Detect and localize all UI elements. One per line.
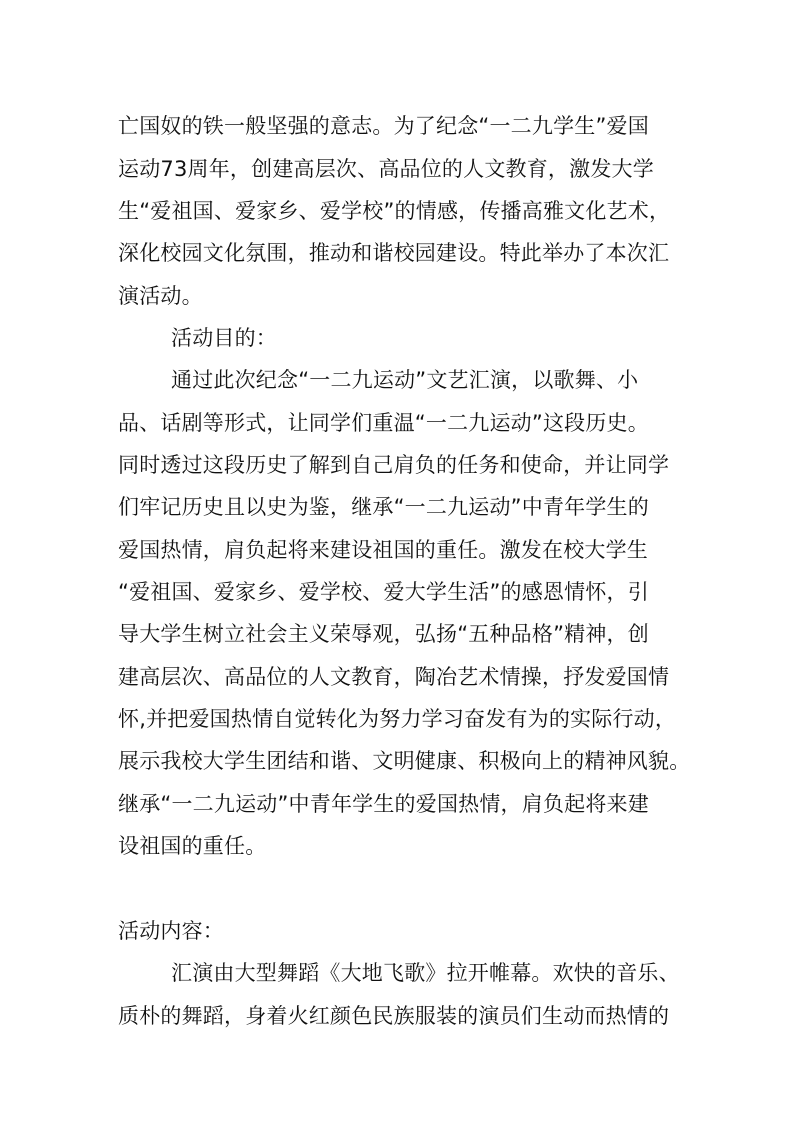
text-line: 品、话剧等形式，让同学们重温“一二九运动”这段历史。 (118, 411, 649, 435)
text-line: 怀,并把爱国热情自觉转化为努力学习奋发有为的实际行动， (118, 707, 677, 731)
text-line: 生“爱祖国、爱家乡、爱学校”的情感，传播高雅文化艺术， (118, 199, 671, 223)
text-line: 通过此次纪念“一二九运动”文艺汇演，以歌舞、小 (171, 368, 639, 392)
section-heading-content: 活动内容： (118, 919, 224, 943)
text-line: 建高层次、高品位的人文教育，陶冶艺术情操，抒发爱国情 (118, 665, 670, 689)
text-line: 继承“一二九运动”中青年学生的爱国热情，肩负起将来建 (118, 792, 649, 816)
text-line: 演活动。 (118, 284, 203, 308)
text-line: 亡国奴的铁一般坚强的意志。为了纪念“一二九学生”爱国 (118, 114, 649, 138)
text-line: 运动73周年，创建高层次、高品位的人文教育，激发大学 (118, 157, 654, 181)
text-line: 设祖国的重任。 (118, 834, 267, 858)
text-line: 深化校园文化氛围，推动和谐校园建设。特此举办了本次汇 (118, 241, 670, 265)
text-line: 展示我校大学生团结和谐、文明健康、积极向上的精神风貌。 (118, 749, 691, 773)
text-line: 导大学生树立社会主义荣辱观，弘扬“五种品格”精神，创 (118, 622, 649, 646)
text-line: 们牢记历史且以史为鉴，继承“一二九运动”中青年学生的 (118, 495, 649, 519)
text-line: “爱祖国、爱家乡、爱学校、爱大学生活”的感恩情怀，引 (118, 580, 649, 604)
text-line: 汇演由大型舞蹈《大地飞歌》拉开帷幕。欢快的音乐、 (171, 961, 680, 985)
text-line: 质朴的舞蹈，身着火红颜色民族服装的演员们生动而热情的 (118, 1004, 670, 1028)
section-heading-purpose: 活动目的： (171, 326, 277, 350)
text-line: 同时透过这段历史了解到自己肩负的任务和使命，并让同学 (118, 453, 670, 477)
text-line: 爱国热情，肩负起将来建设祖国的重任。激发在校大学生 (118, 538, 648, 562)
